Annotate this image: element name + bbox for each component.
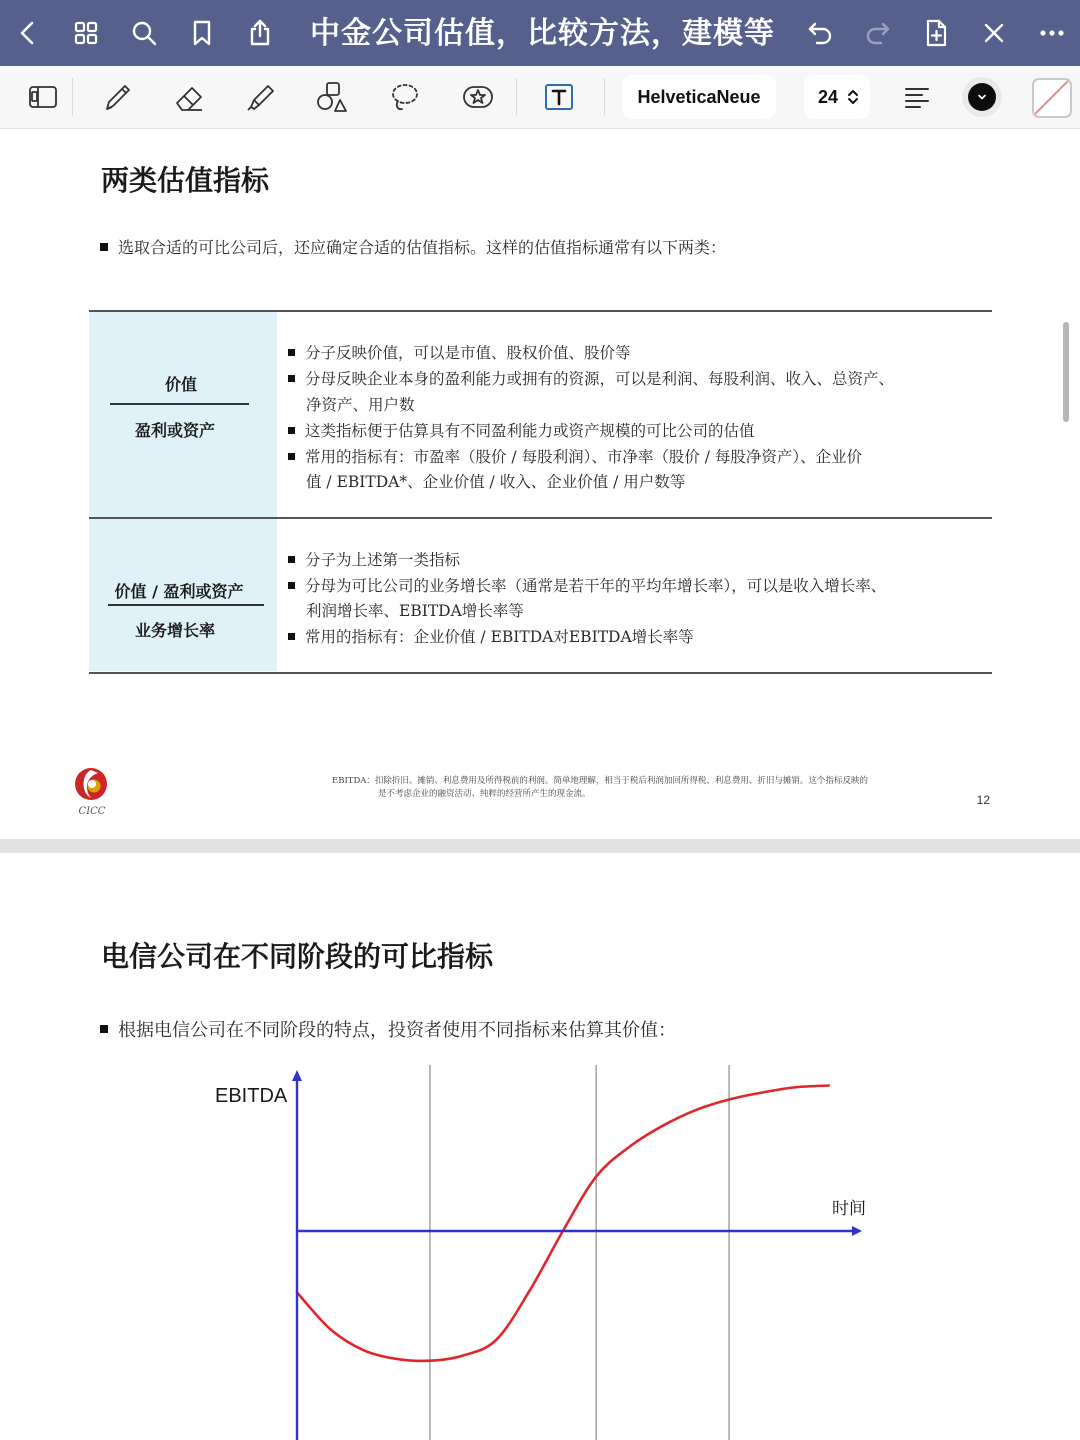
intro-text: 根据电信公司在不同阶段的特点，投资者使用不同指标来估算其价值： [118, 1020, 676, 1041]
footnote [332, 775, 982, 801]
bullet-icon [288, 349, 295, 356]
bullet-icon [288, 556, 295, 563]
x-axis-arrow-icon [852, 1226, 862, 1236]
table-line: 这类指标便于估算具有不同盈利能力或资产规模的可比公司的估值 [288, 419, 755, 443]
intro-text: 选取合适的可比公司后，还应确定合适的估值指标。这样的估值指标通常有以下两类： [118, 238, 727, 257]
table-bottom-rule [89, 672, 992, 674]
grid-icon[interactable] [66, 13, 106, 53]
bullet-icon [288, 633, 295, 640]
annotation-toolbar [0, 66, 1080, 129]
page-separator [0, 839, 1080, 853]
font-family-selector[interactable]: HelveticaNeue [622, 75, 776, 119]
fraction-line [108, 604, 264, 606]
align-left-icon[interactable] [894, 74, 940, 120]
page-number: 12 [976, 793, 990, 807]
table-line: 分母反映企业本身的盈利能力或拥有的资源，可以是利润、每股利润、收入、总资产、 [288, 367, 894, 391]
footnote-line: 是不考虑企业的融资活动、纯粹的经营所产生的现金流。 [378, 789, 591, 799]
document-page [0, 129, 1080, 839]
text-tool-icon[interactable] [536, 74, 582, 120]
numerator-label: 价值 [164, 375, 197, 394]
shapes-icon[interactable] [310, 74, 356, 120]
redo-icon[interactable] [858, 13, 898, 53]
color-picker[interactable] [962, 77, 1002, 117]
back-icon[interactable] [8, 13, 48, 53]
table-line: 常用的指标有：企业价值 / EBITDA对EBITDA增长率等 [288, 625, 694, 649]
y-axis-arrow-icon [292, 1070, 302, 1081]
toolbar-divider [72, 78, 73, 116]
document-title: 中金公司估值，比较方法，建模等 [310, 16, 775, 51]
pen-icon[interactable] [94, 74, 140, 120]
bullet-icon [288, 375, 295, 382]
bullet-icon [288, 453, 295, 460]
table-line: 净资产、用户数 [306, 396, 415, 414]
logo-text: CICC [78, 806, 106, 817]
fraction-line [110, 403, 249, 405]
table-line: 利润增长率、EBITDA增长率等 [306, 602, 524, 620]
table-line: 分子反映价值，可以是市值、股权价值、股价等 [288, 341, 631, 365]
chevron-down-icon [976, 91, 988, 103]
undo-icon[interactable] [800, 13, 840, 53]
close-icon[interactable] [974, 13, 1014, 53]
formula-cell [89, 519, 277, 671]
bullet-icon [288, 582, 295, 589]
intro-paragraph [100, 235, 726, 258]
formula-cell [89, 312, 277, 517]
eraser-icon[interactable] [166, 74, 212, 120]
document-page [0, 853, 1080, 1440]
y-axis-label: EBITDA [215, 1085, 288, 1107]
add-page-icon[interactable] [916, 13, 956, 53]
ebitda-series-line [297, 1086, 829, 1361]
more-icon[interactable] [1032, 13, 1072, 53]
table-line: 值 / EBITDA*、企业价值 / 收入、企业价值 / 用户数等 [306, 473, 686, 491]
page-title: 两类估值指标 [101, 164, 270, 197]
font-size-value: 24 [818, 87, 839, 107]
footnote-line: EBITDA：扣除折旧、摊销、利息费用及所得税前的利润。简单地理解，相当于税后利润加回所得税、利息费用、折旧与摊销。这个指标反映的 [332, 776, 868, 786]
table-line: 分子为上述第一类指标 [288, 548, 460, 572]
share-icon[interactable] [240, 13, 280, 53]
denominator-label: 盈利或资产 [134, 421, 215, 440]
ebitda-lifecycle-chart [0, 853, 1080, 1440]
denominator-label: 业务增长率 [134, 621, 215, 640]
table-line: 常用的指标有：市盈率（股价 / 每股利润）、市净率（股价 / 每股净资产）、企业价 [288, 445, 862, 469]
search-icon[interactable] [124, 13, 164, 53]
page-title: 电信公司在不同阶段的可比指标 [101, 940, 494, 973]
lasso-icon[interactable] [382, 74, 428, 120]
sticker-icon[interactable] [455, 74, 501, 120]
sidebar-toggle-icon[interactable] [20, 74, 66, 120]
stepper-chevron-icon [846, 88, 860, 106]
table-line: 分母为可比公司的业务增长率（通常是若干年的平均年增长率），可以是收入增长率、 [288, 574, 886, 598]
title-bar [0, 0, 1080, 66]
bullet-icon [288, 427, 295, 434]
cicc-logo [72, 765, 112, 817]
x-axis-label: 时间 [832, 1199, 866, 1219]
no-fill-swatch[interactable] [1032, 78, 1072, 118]
toolbar-divider [604, 78, 605, 116]
bookmark-icon[interactable] [182, 13, 222, 53]
numerator-label: 价值 / 盈利或资产 [114, 582, 244, 601]
highlighter-icon[interactable] [238, 74, 284, 120]
scrollbar[interactable] [1063, 322, 1069, 422]
toolbar-divider [516, 78, 517, 116]
bullet-icon [100, 243, 108, 251]
selected-color-swatch [968, 83, 996, 111]
font-size-selector[interactable] [804, 75, 870, 119]
